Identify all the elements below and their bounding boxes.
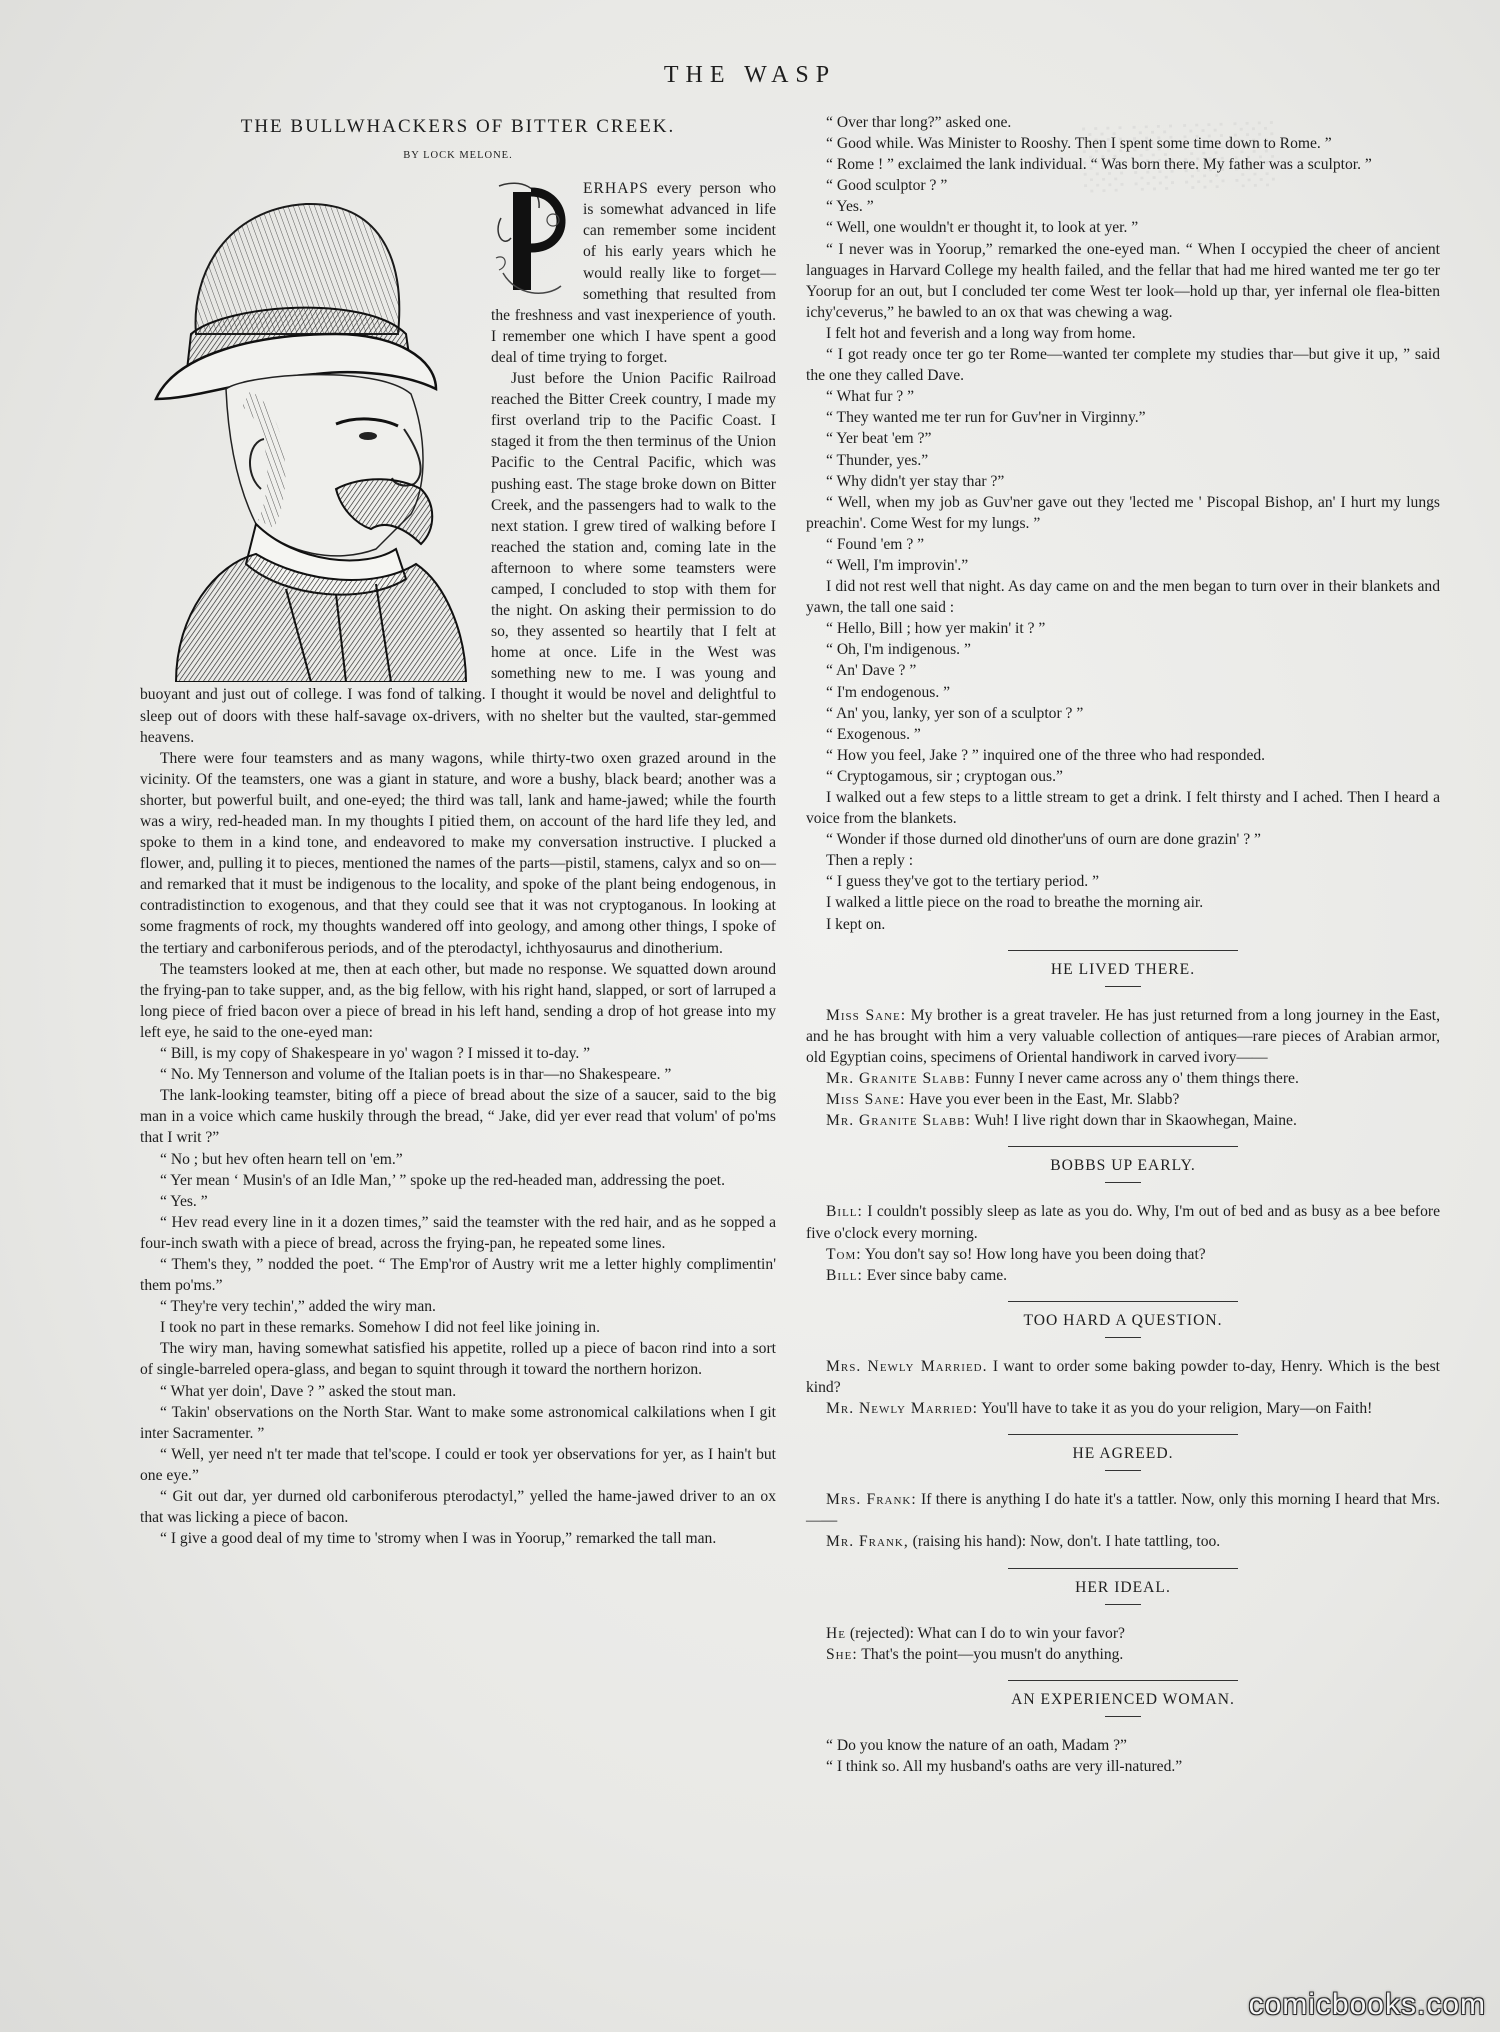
- story-paragraph: “ Yer mean ‘ Musin's of an Idle Man,’ ” spoke up the red-headed man, addressing the poet.: [160, 1171, 726, 1189]
- section-divider-rule: [1008, 1568, 1238, 1569]
- heading-underline: [1105, 1716, 1141, 1717]
- speaker-name: Mrs. Newly Married.: [826, 1357, 988, 1375]
- story-paragraph: “ I never was in Yoorup,” remarked the one-eyed man. “ When I occypied the cheer of ancient languages in Harvard College my health failed, and the fellar that had me hired wanted me ter go ter Yoorup for an out, but I concluded ter come West ter look—hold up thar, yer infernal ole flea-bitten ichy'ceverus,” he bawled to an ox that was chewing a wag.: [806, 240, 1440, 321]
- story-paragraph: “ Well, one wouldn't er thought it, to look at yer. ”: [826, 219, 1139, 237]
- right-column: [806, 112, 1440, 1777]
- story-paragraph: “ I guess they've got to the tertiary period. ”: [826, 873, 1100, 891]
- dialogue-text: I want to order some baking powder to-day, Henry. Which is the best kind?: [806, 1357, 1440, 1396]
- story-paragraph: “ What fur ? ”: [826, 388, 915, 406]
- story-paragraph: I walked out a few steps to a little stream to get a drink. I felt thirsty and I ached. Then I heard a voice from the blankets.: [806, 789, 1440, 828]
- story-paragraph: I felt hot and feverish and a long way from home.: [826, 324, 1136, 342]
- story-paragraph: “ Well, when my job as Guv'ner gave out they 'lected me ' Piscopal Bishop, an' I hurt my lungs preachin'. Come West for my lungs. ”: [806, 493, 1440, 532]
- story-paragraph: “ I give a good deal of my time to 'stromy when I was in Yoorup,” remarked the tall man.: [160, 1530, 717, 1548]
- section-heading: HER IDEAL.: [1075, 1578, 1171, 1596]
- section-heading: HE LIVED THERE.: [1050, 960, 1196, 978]
- story-paragraph: “ Yes. ”: [826, 198, 874, 216]
- story-title: THE BULLWHACKERS OF BITTER CREEK.: [240, 116, 676, 137]
- speaker-name: She:: [826, 1645, 858, 1663]
- dialogue-text: Wuh! I live right down thar in Skaowhegan, Maine.: [970, 1112, 1297, 1130]
- story-paragraph: “ Over thar long?” asked one.: [826, 114, 1012, 131]
- story-paragraph: “ What yer doin', Dave ? ” asked the stout man.: [160, 1382, 457, 1400]
- speaker-name: Mr. Newly Married:: [826, 1400, 978, 1418]
- story-paragraph: “ Why didn't yer stay thar ?”: [826, 472, 1005, 490]
- story-paragraph: “ I got ready once ter go ter Rome—wanted ter complete my studies thar—but give it up, ” said the one they called Dave.: [806, 346, 1440, 385]
- speaker-name: Mr. Granite Slabb:: [826, 1112, 971, 1130]
- section-heading: AN EXPERIENCED WOMAN.: [1011, 1690, 1235, 1708]
- speaker-name: Mrs. Frank:: [826, 1491, 917, 1509]
- dialogue-text: If there is anything I do hate it's a tattler. Now, only this morning I heard that Mrs.——: [806, 1491, 1440, 1530]
- story-paragraph: “ Rome ! ” exclaimed the lank individual. “ Was born there. My father was a sculptor. ”: [826, 156, 1372, 174]
- story-paragraph: There were four teamsters and as many wagons, while thirty-two oxen grazed around in the vicinity. Of the teamsters, one was a giant in stature, and wore a bushy, black beard; another was a shorter, but powerful built, and one-eyed; the third was tall, lank and hame-jawed; while the fourth was a wiry, red-headed man. In my thoughts I pitied them, on account of the hard life they led, and spoke to them in a kind tone, and endeavored to make my conversation instructive. I plucked a flower, and, pulling it to pieces, mentioned the names of the parts—pistil, stamens, calyx and so on—and remarked that it must be indigenous to the locality, and spoke of the plant being endogenous, in contradistinction to exogenous, and that they could see that it was not cryptoganous. In looking at some fragments of rock, my thoughts wandered off into geology, and among other things, I spoke of the tertiary and carboniferous periods, and of the pterodactyl, ichthyosaurus and dinotherium.: [140, 749, 776, 957]
- story-paragraph: I walked a little piece on the road to breathe the morning air.: [826, 894, 1204, 912]
- dialogue-text: That's the point—you musn't do anything.: [857, 1645, 1124, 1663]
- heading-underline: [1105, 1470, 1141, 1471]
- story-paragraph: The wiry man, having somewhat satisfied his appetite, rolled up a piece of bacon rind into a sort of single-barreled opera-glass, and began to squint through it toward the northern horizon.: [140, 1340, 776, 1379]
- story-paragraph: I took no part in these remarks. Somehow I did not feel like joining in.: [160, 1319, 601, 1337]
- story-paragraph: “ An' you, lanky, yer son of a sculptor ? ”: [826, 704, 1084, 722]
- story-paragraph: “ Well, I'm improvin'.”: [826, 556, 969, 574]
- masthead: THE WASP: [663, 62, 837, 88]
- speaker-name: Miss Sane:: [826, 1006, 907, 1024]
- dialogue-text: (rejected): What can I do to win your favor?: [845, 1624, 1125, 1642]
- story-paragraph: “ An' Dave ? ”: [826, 662, 917, 680]
- story-paragraph: “ Well, yer need n't ter made that tel'scope. I could er took yer observations for yer, as I hain't but one eye.”: [140, 1445, 776, 1484]
- speaker-name: Bill:: [826, 1266, 863, 1284]
- story-paragraph: “ Good while. Was Minister to Rooshy. Then I spent some time down to Rome. ”: [826, 135, 1332, 153]
- lead-text: every person who is somewhat advanced in life can remember some incident of his early years which he would really like to forget—something that resulted from the freshness and vast inexperience of youth. I remember one which I have spent a good deal of time trying to forget.: [491, 180, 776, 366]
- story-paragraph: “ Wonder if those durned old dinother'uns of ourn are done grazin' ? ”: [826, 831, 1261, 849]
- story-paragraph: “ They wanted me ter run for Guv'ner in Virginny.”: [826, 409, 1146, 427]
- ornamental-drop-cap-p: [491, 178, 575, 300]
- story-paragraph: “ I'm endogenous. ”: [826, 683, 951, 701]
- story-paragraph: “ Oh, I'm indigenous. ”: [826, 641, 971, 659]
- story-paragraph: “ No ; but hev often hearn tell on 'em.”: [160, 1150, 403, 1168]
- story-paragraph: “ No. My Tennerson and volume of the Italian poets is in thar—no Shakespeare. ”: [160, 1066, 672, 1084]
- section-heading: HE AGREED.: [1072, 1445, 1174, 1463]
- dialogue-text: Ever since baby came.: [862, 1266, 1008, 1284]
- right-body: [806, 112, 1440, 935]
- section-divider-rule: [1008, 1680, 1238, 1681]
- story-paragraph: “ Hev read every line in it a dozen times,” said the teamster with the red hair, and as he sopped a four-inch swath with a piece of bread, across the frying-pan, he repeated some lines.: [140, 1213, 776, 1252]
- decorated-letter-p-icon: [491, 178, 575, 300]
- lead-first-word: ERHAPS: [583, 180, 649, 198]
- dialogue-line: [806, 1244, 1440, 1265]
- section-heading: BOBBS UP EARLY.: [1050, 1157, 1196, 1175]
- section-divider-rule: [1008, 950, 1238, 951]
- story-paragraph: “ Exogenous. ”: [826, 725, 921, 743]
- dialogue-line: [806, 1201, 1440, 1243]
- dialogue-text: Funny I never came across any o' them things there.: [970, 1070, 1299, 1088]
- speaker-name: Bill:: [826, 1203, 863, 1221]
- section-divider-rule: [1008, 1434, 1238, 1435]
- dialogue-line: [806, 1735, 1440, 1756]
- section-divider-rule: [1008, 1301, 1238, 1302]
- story-paragraph: “ Takin' observations on the North Star. Want to make some astronomical calkilations when I git inter Sacramenter. ”: [140, 1403, 776, 1442]
- short-items: [806, 950, 1440, 1777]
- heading-underline: [1105, 1604, 1141, 1605]
- dialogue-text: “ Do you know the nature of an oath, Madam ?”: [826, 1736, 1127, 1754]
- story-paragraph: I did not rest well that night. As day came on and the men began to turn over in their blankets and yawn, the tall one said :: [806, 578, 1440, 617]
- speaker-name: He: [826, 1624, 846, 1642]
- heading-underline: [1105, 986, 1141, 987]
- speaker-name: Mr. Frank,: [826, 1533, 909, 1551]
- dialogue-line: [806, 1531, 1440, 1552]
- story-paragraph: “ They're very techin',” added the wiry man.: [160, 1298, 436, 1316]
- dialogue-text: You don't say so! How long have you been doing that?: [861, 1245, 1206, 1263]
- speaker-name: Mr. Granite Slabb:: [826, 1070, 971, 1088]
- story-paragraph: The lank-looking teamster, biting off a piece of bread about the size of a saucer, said to the big man in a voice which came huskily through the bread, “ Jake, did yer ever read that volum' of po'ms that I writ ?”: [140, 1087, 776, 1147]
- section-divider-rule: [1008, 1146, 1238, 1147]
- story-paragraph: “ Thunder, yes.”: [826, 451, 929, 469]
- story-paragraph: I kept on.: [826, 915, 886, 933]
- dialogue-line: [806, 1265, 1440, 1286]
- dialogue-text: (raising his hand): Now, don't. I hate tattling, too.: [908, 1533, 1221, 1551]
- portrait-engraving: [136, 184, 481, 682]
- story-paragraph: The teamsters looked at me, then at each other, but made no response. We squatted down around the frying-pan to take supper, and, as the big fellow, with his right hand, slapped, or sort of larruped a long piece of fried bacon over a piece of bread in his left hand, sending a drop of hot grease into my left eye, he said to the one-eyed man:: [140, 960, 776, 1041]
- heading-underline: [1105, 1182, 1141, 1183]
- dialogue-line: [806, 1068, 1440, 1089]
- dialogue-line: [806, 1623, 1440, 1644]
- story-byline: BY LOCK MELONE.: [403, 150, 513, 162]
- story-paragraph: “ Git out dar, yer durned old carboniferous pterodactyl,” yelled the hame-jawed driver to an ox that was licking a piece of bacon.: [140, 1488, 776, 1527]
- dialogue-line: [806, 1756, 1440, 1777]
- story-paragraph: Just before the Union Pacific Railroad reached the Bitter Creek country, I made my first overland trip to the Pacific Coast. I staged it from the then terminus of the Union Pacific to the Central Pacific, which was pushing east. The stage broke down on Bitter Creek, and the passengers had to walk to the next station. I grew tired of walking before I reached the station and, coming late in the afternoon to where some teamsters were camped, I concluded to stop with them for the night. On asking their permission to do so, they assented so heartily that I felt at home at once. Life in the West was something new to me. I was young and buoyant and just out of college. I was fond of talking. I thought it would be novel and delightful to sleep out of doors with these half-savage ox-drivers, with no shelter but the vaulted, star-gemmed heavens.: [140, 370, 776, 746]
- dialogue-line: [806, 1644, 1440, 1665]
- dialogue-line: [806, 1110, 1440, 1131]
- dialogue-line: [806, 1356, 1440, 1398]
- dialogue-line: [806, 1489, 1440, 1531]
- portrait-illustration: [136, 184, 481, 682]
- dialogue-text: You'll have to take it as you do your religion, Mary—on Faith!: [977, 1400, 1373, 1418]
- dialogue-line: [806, 1398, 1440, 1419]
- dialogue-line: [806, 1005, 1440, 1068]
- section-heading: TOO HARD A QUESTION.: [1023, 1311, 1223, 1329]
- speaker-name: Tom:: [826, 1245, 862, 1263]
- story-paragraph: “ Good sculptor ? ”: [826, 177, 948, 195]
- story-paragraph: “ Found 'em ? ”: [826, 535, 925, 553]
- story-paragraph: “ Yer beat 'em ?”: [826, 430, 932, 448]
- dialogue-line: [806, 1089, 1440, 1110]
- story-paragraph: “ Bill, is my copy of Shakespeare in yo' wagon ? I missed it to-day. ”: [160, 1045, 591, 1063]
- story-paragraph: “ Hello, Bill ; how yer makin' it ? ”: [826, 620, 1046, 638]
- dialogue-text: Have you ever been in the East, Mr. Slabb?: [905, 1091, 1180, 1109]
- story-paragraph: “ How you feel, Jake ? ” inquired one of the three who had responded.: [826, 746, 1266, 764]
- site-watermark: comicbooks.com: [1248, 1988, 1486, 2021]
- dialogue-text: I couldn't possibly sleep as late as you do. Why, I'm out of bed and as busy as a bee before five o'clock every morning.: [806, 1203, 1440, 1242]
- dialogue-text: My brother is a great traveler. He has just returned from a long journey in the East, and he has brought with him a very valuable collection of antiques—rare pieces of Arabian armor, old Egyptian coins, specimens of Oriental handiwork in carved ivory——: [806, 1006, 1440, 1066]
- story-paragraph: “ Cryptogamous, sir ; cryptogan ous.”: [826, 767, 1063, 785]
- heading-underline: [1105, 1337, 1141, 1338]
- left-column: [140, 112, 776, 1549]
- speaker-name: Miss Sane:: [826, 1091, 906, 1109]
- story-paragraph: “ Yes. ”: [160, 1192, 208, 1210]
- story-paragraph: Then a reply :: [826, 852, 914, 870]
- story-paragraph: “ Them's they, ” nodded the poet. “ The Emp'ror of Austry writ me a letter highly complimentin' them po'ms.”: [140, 1255, 776, 1295]
- dialogue-text: “ I think so. All my husband's oaths are very ill-natured.”: [826, 1758, 1183, 1775]
